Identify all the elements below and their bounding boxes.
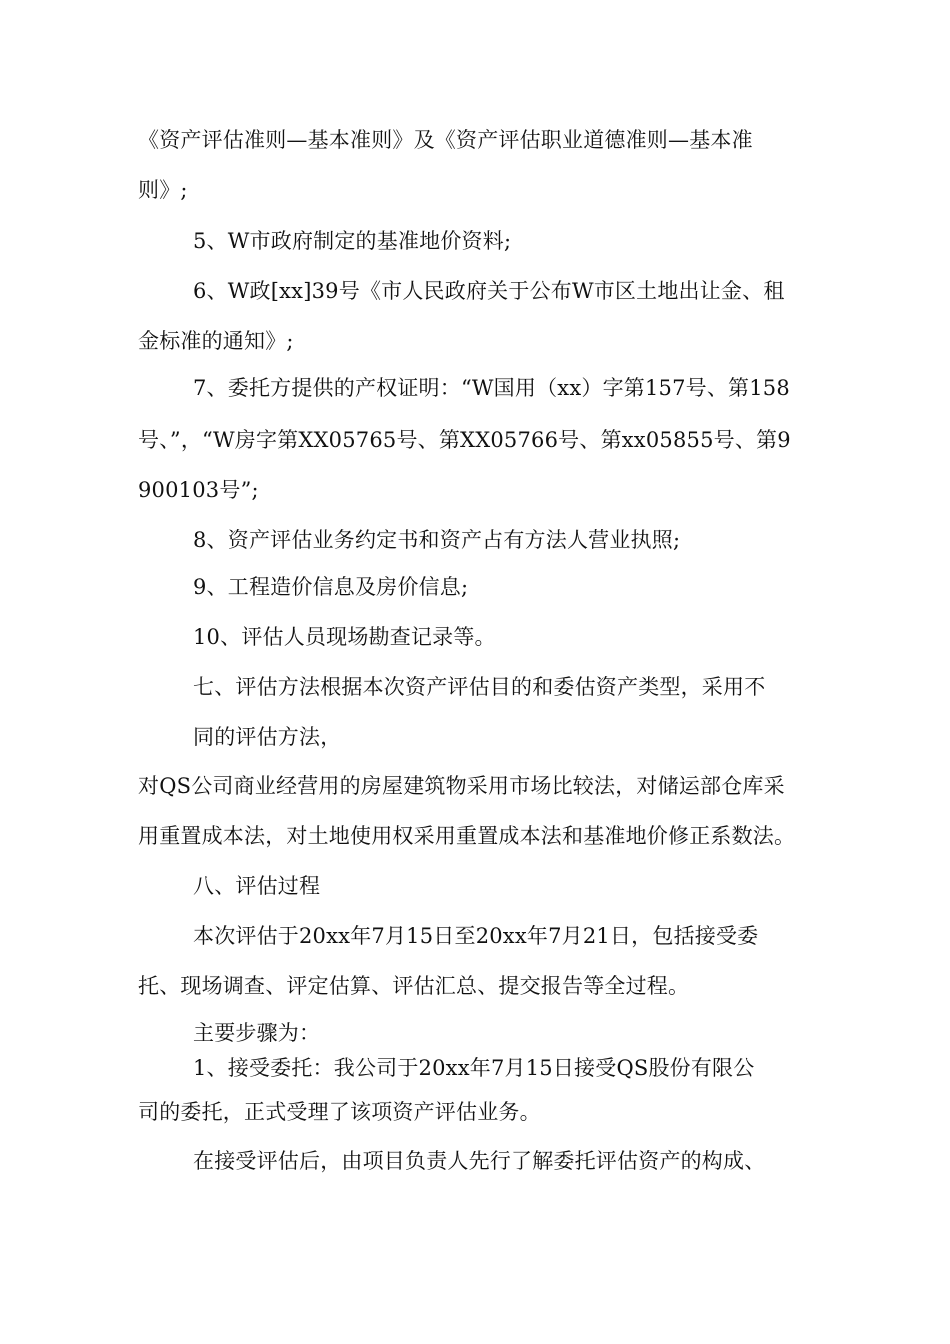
text-line-16: 八、评估过程 — [193, 874, 321, 898]
text-line-15: 用重置成本法，对土地使用权采用重置成本法和基准地价修正系数法。 — [138, 824, 796, 848]
text-line-12: 七、评估方法根据本次资产评估目的和委估资产类型，采用不 — [193, 675, 766, 699]
text-line-3: 5、W市政府制定的基准地价资料; — [193, 229, 512, 253]
text-line-19: 主要步骤为： — [193, 1021, 321, 1045]
text-line-1: 《资产评估准则—基本准则》及《资产评估职业道德准则—基本准 — [138, 128, 753, 152]
text-line-21: 司的委托，正式受理了该项资产评估业务。 — [138, 1100, 541, 1124]
text-line-8: 900103号”; — [138, 478, 259, 502]
text-line-5: 金标准的通知》; — [138, 329, 294, 353]
text-line-11: 10、评估人员现场勘查记录等。 — [193, 625, 496, 649]
text-line-10: 9、工程造价信息及房价信息; — [193, 575, 469, 599]
text-line-18: 托、现场调查、评定估算、评估汇总、提交报告等全过程。 — [138, 974, 690, 998]
text-line-7: 号、”，“W房字第XX05765号、第XX05766号、第xx05855号、第9 — [138, 428, 791, 452]
text-line-2: 则》; — [138, 178, 188, 202]
text-line-4: 6、W政[xx]39号《市人民政府关于公布W市区土地出让金、租 — [193, 279, 785, 303]
text-line-9: 8、资产评估业务约定书和资产占有方法人营业执照; — [193, 528, 681, 552]
text-line-14: 对QS公司商业经营用的房屋建筑物采用市场比较法，对储运部仓库采 — [138, 774, 785, 798]
text-line-17: 本次评估于20xx年7月15日至20xx年7月21日，包括接受委 — [193, 924, 759, 948]
text-line-20: 1、接受委托：我公司于20xx年7月15日接受QS股份有限公 — [193, 1056, 755, 1080]
text-line-13: 同的评估方法， — [193, 725, 342, 749]
text-line-6: 7、委托方提供的产权证明：“W国用（xx）字第157号、第158 — [193, 376, 790, 400]
text-line-22: 在接受评估后，由项目负责人先行了解委托评估资产的构成、 — [193, 1149, 766, 1173]
